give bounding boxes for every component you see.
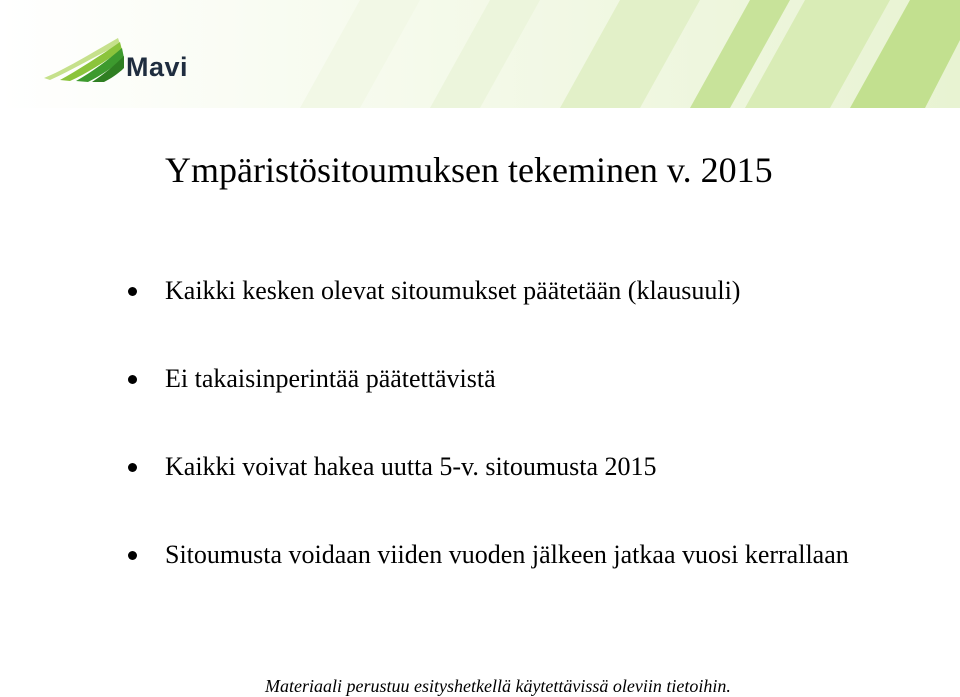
bullet-item	[125, 272, 905, 310]
leaf-stripes-icon	[42, 34, 126, 82]
bullet-dot-icon	[128, 463, 137, 472]
bullet-item	[125, 448, 905, 486]
bullet-item	[125, 360, 905, 398]
bullet-dot-icon	[128, 375, 137, 384]
bullet-text: Kaikki kesken olevat sitoumukset päätetään (klausuuli)	[165, 276, 741, 305]
bullet-dot-icon	[128, 287, 137, 296]
bullet-text: Ei takaisinperintää päätettävistä	[165, 364, 496, 393]
bullet-dot-icon	[128, 551, 137, 560]
bullet-text: Kaikki voivat hakea uutta 5-v. sitoumusta 2015	[165, 452, 657, 481]
mavi-logo	[42, 34, 192, 84]
bullet-item	[125, 536, 905, 574]
slide-title: Ympäristösitoumuksen tekeminen v. 2015	[165, 150, 773, 190]
logo-text: Mavi	[126, 52, 189, 82]
bullet-list	[125, 272, 905, 574]
bullet-text: Sitoumusta voidaan viiden vuoden jälkeen jatkaa vuosi kerrallaan	[165, 540, 849, 569]
footer-note: Materiaali perustuu esityshetkellä käytettävissä oleviin tietoihin.	[265, 676, 731, 696]
